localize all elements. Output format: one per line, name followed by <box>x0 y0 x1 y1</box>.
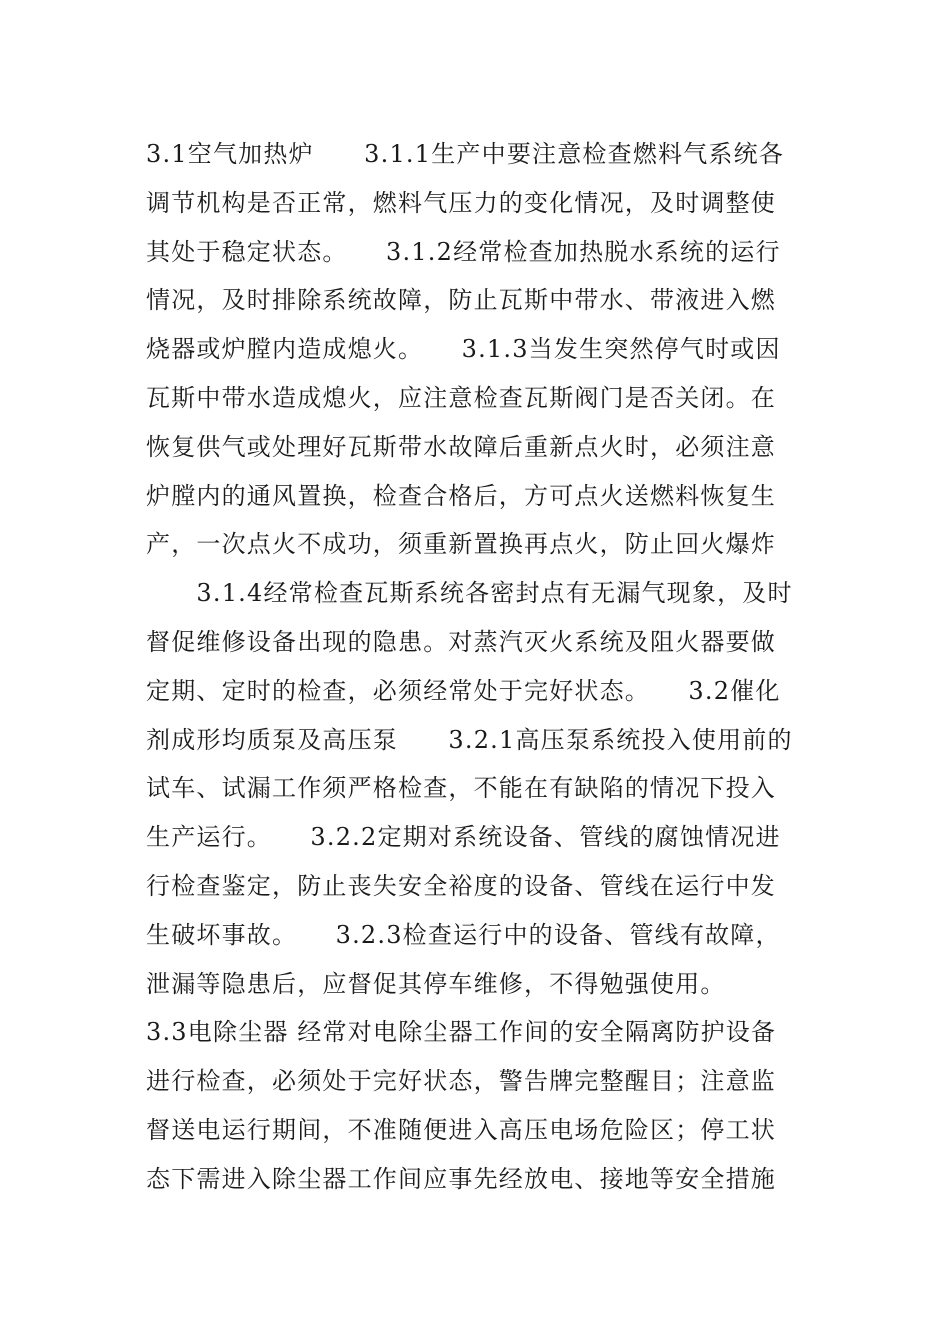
text-line: 生破坏事故。 3.2.3检查运行中的设备、管线有故障， <box>146 920 781 949</box>
text-line: 3.1.4经常检查瓦斯系统各密封点有无漏气现象，及时 <box>146 579 793 608</box>
text-line: 行检查鉴定，防止丧失安全裕度的设备、管线在运行中发 <box>146 871 776 900</box>
text-line: 恢复供气或处理好瓦斯带水故障后重新点火时，必须注意 <box>146 432 776 461</box>
text-line: 督送电运行期间，不准随便进入高压电场危险区；停工状 <box>146 1115 776 1144</box>
text-line: 其处于稳定状态。 3.1.2经常检查加热脱水系统的运行 <box>146 237 781 266</box>
text-line: 泄漏等隐患后，应督促其停车维修，不得勉强使用。 <box>146 969 726 998</box>
text-line: 烧器或炉膛内造成熄火。 3.1.3当发生突然停气时或因 <box>146 335 781 364</box>
text-line: 瓦斯中带水造成熄火，应注意检查瓦斯阀门是否关闭。在 <box>146 383 776 412</box>
text-line: 产，一次点火不成功，须重新置换再点火，防止回火爆炸 <box>146 530 776 559</box>
text-line: 3.3电除尘器 经常对电除尘器工作间的安全隔离防护设备 <box>146 1018 777 1047</box>
text-line: 定期、定时的检查，必须经常处于完好状态。 3.2催化 <box>146 676 781 705</box>
text-line: 剂成形均质泵及高压泵 3.2.1高压泵系统投入使用前的 <box>146 725 793 754</box>
text-line: 炉膛内的通风置换，检查合格后，方可点火送燃料恢复生 <box>146 481 776 510</box>
text-line: 试车、试漏工作须严格检查，不能在有缺陷的情况下投入 <box>146 774 776 803</box>
body-text <box>146 130 806 1204</box>
text-line: 调节机构是否正常，燃料气压力的变化情况，及时调整使 <box>146 188 776 217</box>
text-line: 3.1空气加热炉 3.1.1生产中要注意检查燃料气系统各 <box>146 140 785 168</box>
text-line: 进行检查，必须处于完好状态，警告牌完整醒目；注意监 <box>146 1067 776 1096</box>
text-line: 态下需进入除尘器工作间应事先经放电、接地等安全措施 <box>146 1164 776 1193</box>
text-line: 情况，及时排除系统故障，防止瓦斯中带水、带液进入燃 <box>146 286 776 315</box>
text-line: 生产运行。 3.2.2定期对系统设备、管线的腐蚀情况进 <box>146 823 781 852</box>
text-line: 督促维修设备出现的隐患。对蒸汽灭火系统及阻火器要做 <box>146 627 776 656</box>
